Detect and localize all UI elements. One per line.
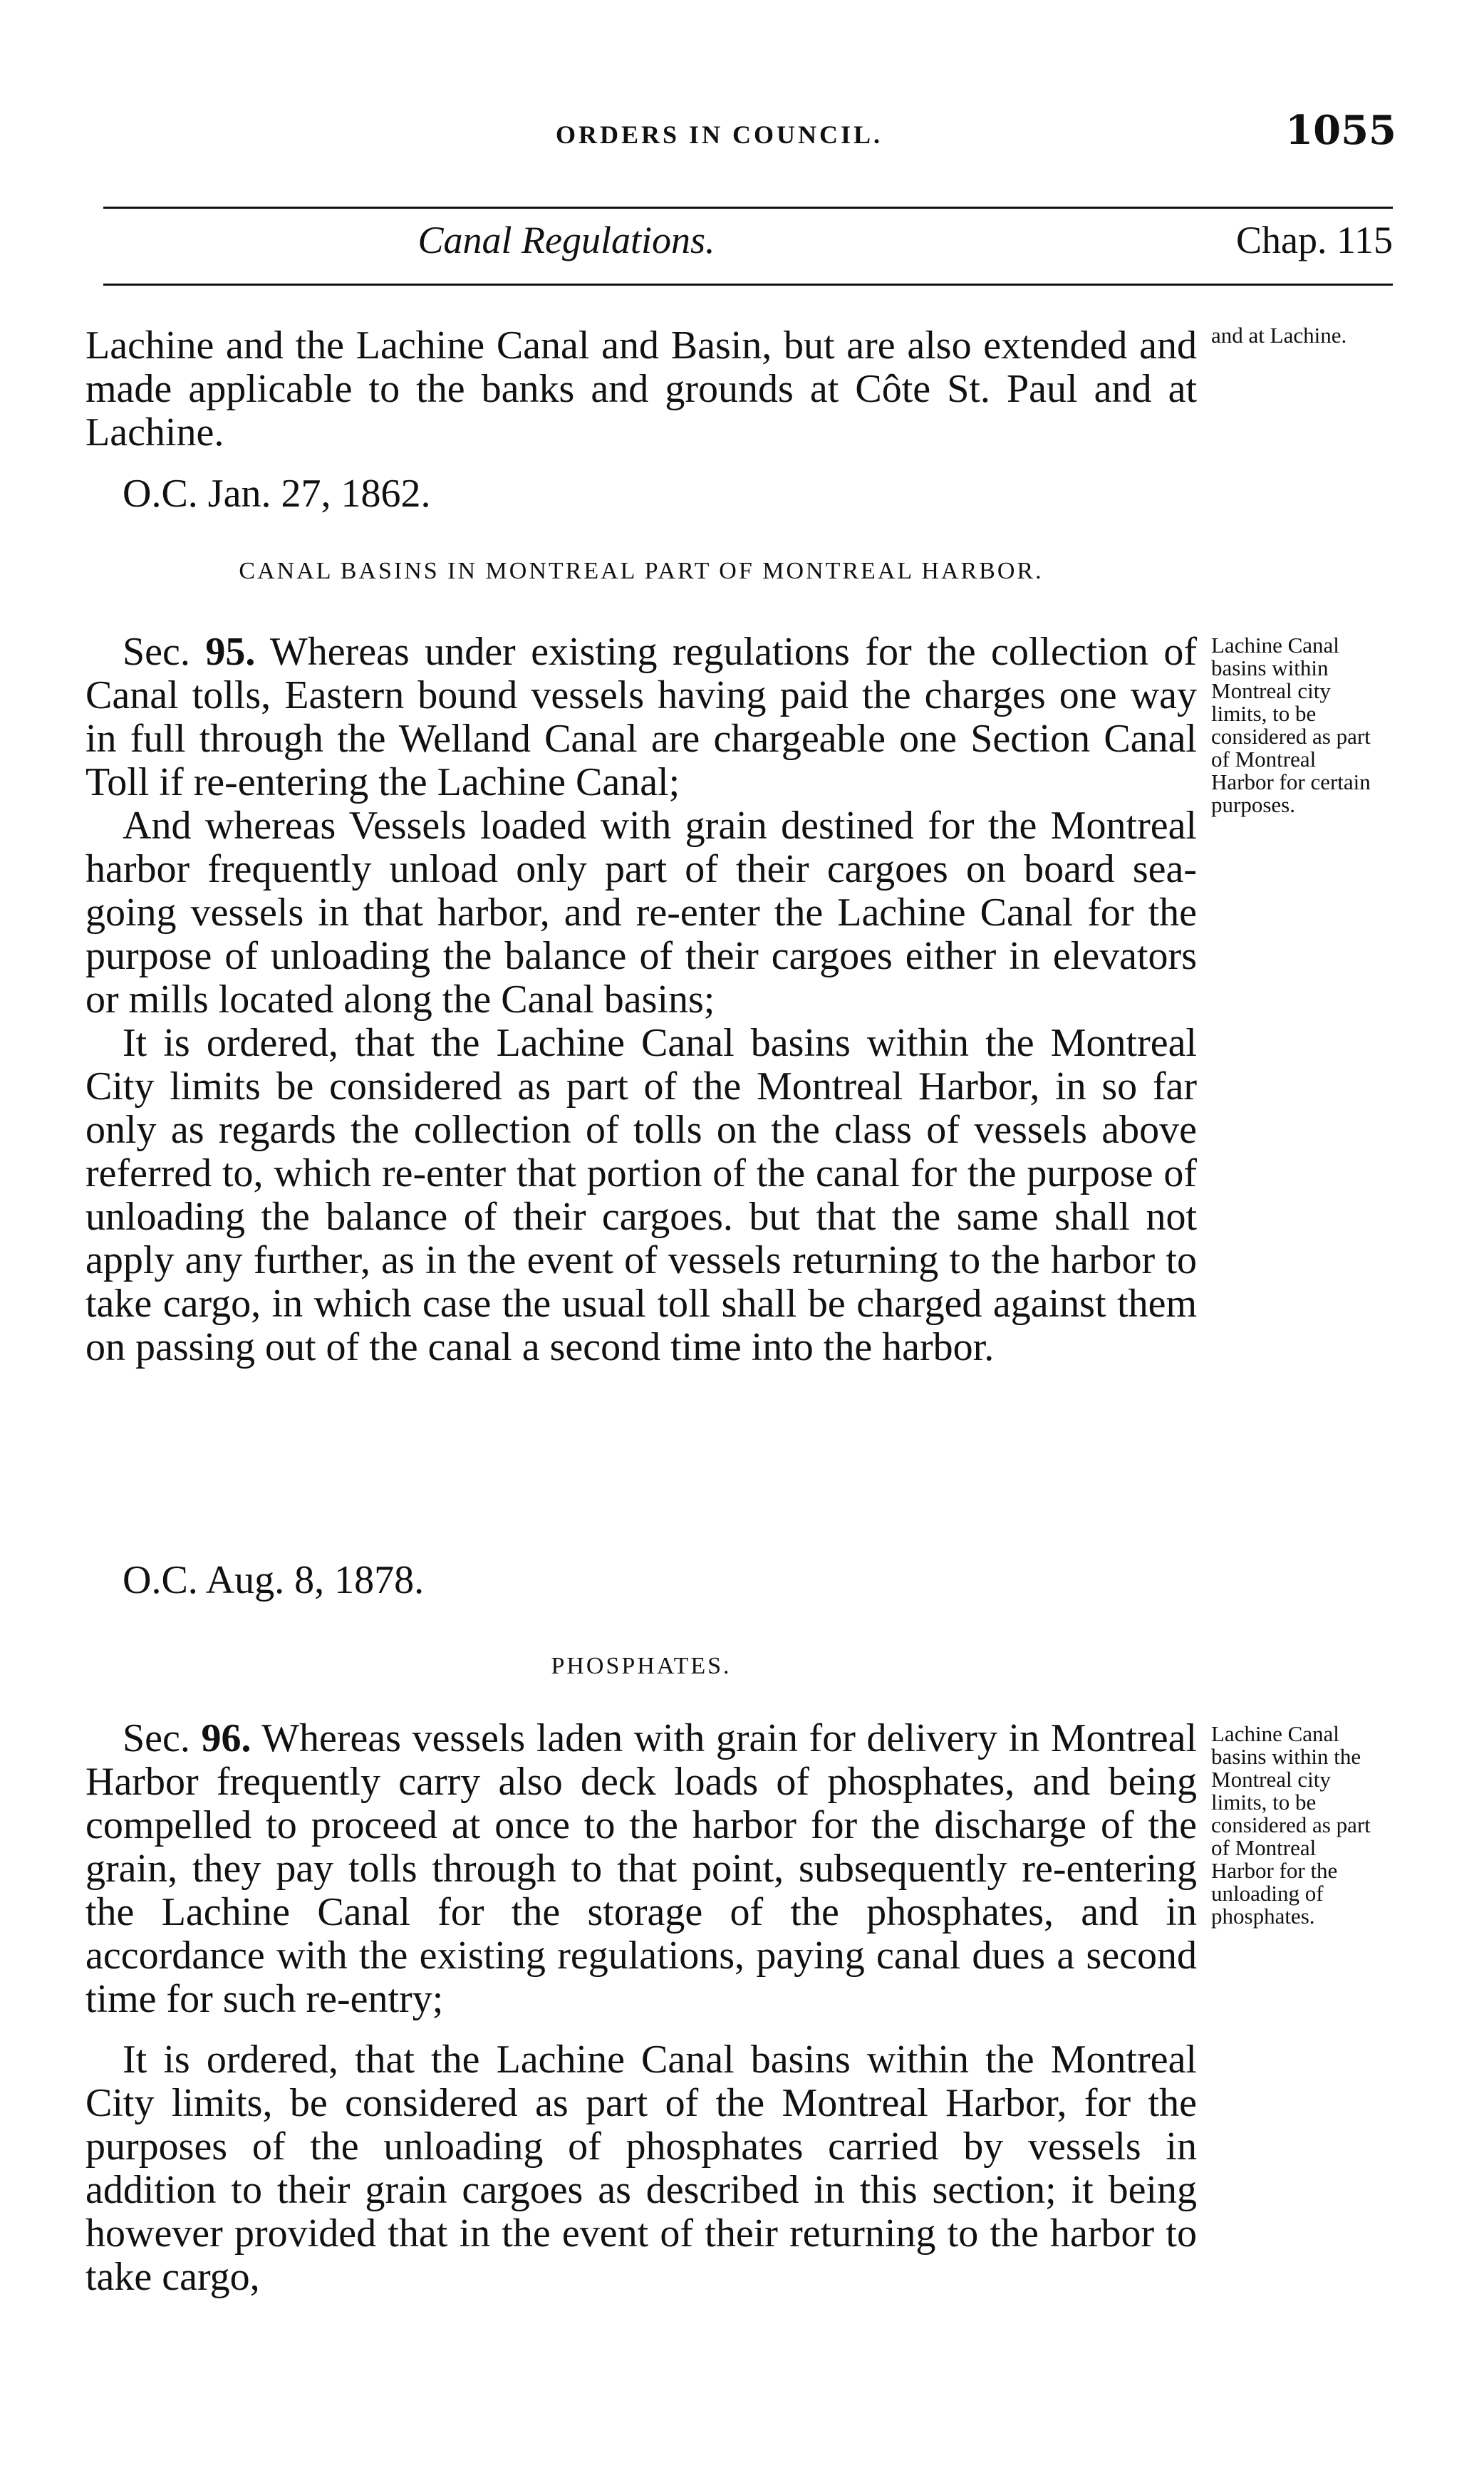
order-in-council-date <box>85 1559 1197 1602</box>
subheading-title: Canal Regulations. <box>417 219 715 261</box>
paragraph-text: Lachine and the Lachine Canal and Basin, but are also extended and made applicable to the banks and grounds at Côte St. Paul and at Lachine. <box>85 323 1197 455</box>
bottom-rule <box>103 284 1393 286</box>
section-heading: CANAL BASINS IN MONTREAL PART OF MONTREAL HARBOR. <box>239 558 1044 584</box>
running-header <box>85 107 1396 157</box>
subheading-bar <box>103 214 1393 281</box>
section-95-paragraph-3: It is ordered, that the Lachine Canal basins within the Montreal City limits be considered as part of the Montreal Harbor, in so far only as regards the collection of tolls on the class of vessels above referred to, which re-enter that portion of the canal for the purpose of unloading the balance of their cargoes. but that the same shall not apply any further, as in the event of vessels returning to the harbor to take cargo, in which case the usual toll shall be charged against them on passing out of the canal a second time into the harbor. <box>85 1021 1197 1369</box>
section-95-paragraph-1 <box>85 630 1197 804</box>
page-number: 1055 <box>1285 107 1396 154</box>
sec-prefix: Sec. <box>123 630 190 674</box>
oc-date-text: O.C. Jan. 27, 1862. <box>123 472 431 516</box>
section-number: 95. <box>205 630 256 674</box>
sec-prefix: Sec. <box>123 1716 190 1760</box>
paragraph-text: Whereas under existing regulations for the collection of Canal tolls, Eastern bound vessels having paid the charges one way in full through the Welland Canal are chargeable one Section Canal Toll if re-entering the Lachine Canal; <box>85 630 1197 804</box>
margin-note: Lachine Canal basins within the Montreal city limits, to be considered as part of Montreal Harbor for the unloading of phosphates. <box>1211 1721 1371 1929</box>
section-95-paragraph-2: And whereas Vessels loaded with grain destined for the Montreal harbor frequently unload only part of their cargoes on board sea-going vessels in that harbor, and re-enter the Lachine Canal for the purpose of unloading the balance of their cargoes either in elevators or mills located along the Canal basins; <box>85 804 1197 1022</box>
margin-note: Lachine Canal basins within Montreal city limits, to be considered as part of Montreal Harbor for certain purposes. <box>1211 633 1371 817</box>
oc-date-text: O.C. Aug. 8, 1878. <box>123 1558 425 1602</box>
section-96-paragraph-2: It is ordered, that the Lachine Canal basins within the Montreal City limits, be considered as part of the Montreal Harbor, for the purposes of the unloading of phosphates carried by vessels in addition to their grain cargoes as described in this section; it being however provided that in the event of their returning to the harbor to take cargo, <box>85 2038 1197 2299</box>
top-rule <box>103 207 1393 209</box>
section-95 <box>85 630 1197 1369</box>
continuation-paragraph <box>85 324 1197 455</box>
section-heading: PHOSPHATES. <box>551 1653 732 1679</box>
paragraph-text: Whereas vessels laden with grain for delivery in Montreal Harbor frequently carry also deck loads of phosphates, and being compelled to proceed at once to the harbor for the discharge of the grain, they pay tolls through to that point, subsequently re-entering the Lachine Canal for the storage of the phosphates, and in accordance with the existing regulations, paying canal dues a second time for such re-entry; <box>85 1716 1197 2021</box>
section-96-paragraph-1 <box>85 1717 1197 2021</box>
section-number: 96. <box>201 1716 251 1760</box>
order-in-council-date <box>85 472 1197 516</box>
running-title: ORDERS IN COUNCIL. <box>556 120 883 149</box>
section-96 <box>85 1717 1197 2299</box>
chapter-label: Chap. 115 <box>1236 219 1393 261</box>
margin-note: and at Lachine. <box>1211 323 1347 348</box>
